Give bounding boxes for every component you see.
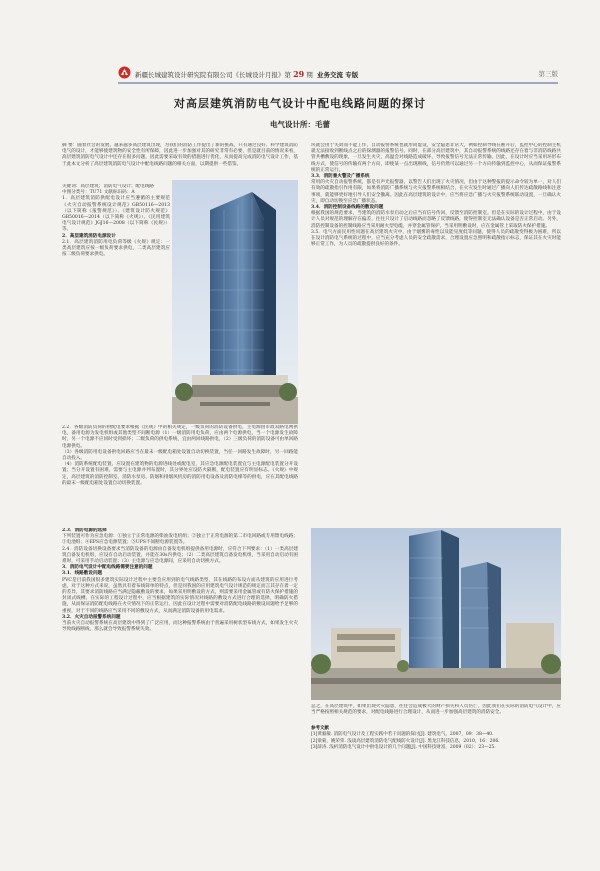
right-para-1: 3.3．消防兼火警及广播系统 bbox=[311, 174, 370, 180]
left-lower-2: 2.4．消防设备切换设备要求当消防设备的电源由自备发电机组提供备用电源时，应符合下列要求：（1）一类高层建筑自备发电机组，应设有自动启动装置，并能在30s内供电；（2）二类高层建筑自备发电机组，当采用自动启动有困难时，可采用手动启动装置；（3）主电源与应急电源间，应采用自动切换方式。 bbox=[62, 546, 298, 565]
abstract-text: 摘 要：随着社会的发展，越来越多高层建筑出现，为我们的消防工作提出了新的挑战，只有通过良好、科学建筑消防电气的设计，才能够使建筑物的安全性有所保障，因此进一步加强对其的研究非常有必要，但是就目前的情况来看，高层建筑消防电气设计中还存在很多问题，因此需要采取有效的措施进行优化，从而提高完成消防电气设计工作，基于此本文分析了高层建筑消防电气设计中配电线路问题的相关方面，以期提供一些借鉴。 bbox=[62, 143, 298, 167]
left-lower-3: 3．消防电气设计中配电线路需要注意的问题 bbox=[62, 565, 153, 571]
right-lower-column bbox=[311, 704, 561, 716]
keywords: 关键词：高层建筑；消防电气设计；配电线路 bbox=[62, 184, 154, 189]
left-para-4: （3）各级消防用电设备供电回路应当在最末一级配电箱处设置自动切换装置，当任一回路发生故障时，另一回路能自动投入。 bbox=[62, 449, 298, 462]
right-para-4: 根据我国的规范要求，当建筑的消防水泵启动之后应当有信号传回，反馈至消防控制室。但是在实际的设计过程中，由于设计人员对规范的理解存在偏差，往往只设计了启动线路而忽略了反馈线路，使得控制室无法确认设备是否正常启动。另外，消防控制设备的控制线路应当采用耐火型电缆，并穿金属管保护，当采用明敷设时，应在金属管上采取防火保护措施。 bbox=[311, 211, 561, 229]
left-lower-column bbox=[62, 528, 298, 828]
left-lower-1: 下列装置可作为应急电源：①独立于正常电源的柴油发电机组；②独立于正常电源的第二市电回路或专用馈电线路；③电池组；④EPS应急电源装置；⑤UPS不间断电源装置等。 bbox=[62, 534, 298, 546]
left-para-5: （4）消防系统配电装置，应设置在建筑物的电源进线处或配电室，其应急电源配电装置宜与主电源配电装置分开设置；当分开设置有困难，需要与主电源并列布置时，其分界处应设防火隔断，配电装置应有明显标志。《火规》中规定，高层建筑的消防控制室、消防水泵房、防烟和排烟风机房的消防用电设备及消防电梯等的供电，应在其配电线路的最末一级配电箱处设置自动切换装置。 bbox=[62, 462, 298, 486]
left-lower-5: PVC是目前我国很多建筑实际设计过程中主要会应用到的电气线路类型，其在线路的布设方面从建筑的应用进行考虑，对于这种方式来说，虽然具有着布线简单的特点，但是同我国的应用建筑电气设计规范的规定而言其存在着一定的差异，其要求消防线路应当满足隐蔽敷设的要求，如果采用明敷设的方式，则需要采用金属管或有防火保护措施的封闭式线槽。在实际的工程设计过程中，应当根据建筑的实际情况对线路的敷设方式进行合理的选择，明确防火措施，从而保证消防配电线路在火灾情况下的正常运行，因此在设计过程中需要对消防配电线路的敷设问题给予足够的重视，对于不同的线路应当采用不同的敷设方式，从而满足消防设备的用电需求。 bbox=[62, 577, 298, 614]
left-para-3: 2.2．各级消防负荷的供配电要求根据《民规》中的相关规定，一级负荷的消防设备供电，主电源由市政双路电网供电，备用电源为发电机组或其他类型不间断电源（1）一级消防用电负荷，应由两个电源供电，当一个电源发生故障时，另一个电源不应同时受到损坏；二级负荷的供电系统，宜由两回线路供电，（2）三级负荷的消防设备可由单回路电源供电。 bbox=[62, 425, 298, 449]
article-author: 电气设计所：毛蕾 bbox=[270, 120, 330, 129]
left-mid-column bbox=[62, 425, 298, 525]
header-issue-suffix: 期 bbox=[306, 71, 313, 79]
left-lower-0: 2.3．消防电源的选择 bbox=[62, 528, 107, 533]
abstract bbox=[62, 143, 298, 183]
left-para-1: 2．高层建筑消防电源设计 bbox=[62, 233, 116, 239]
right-upper-column bbox=[311, 143, 561, 523]
publisher-logo-icon bbox=[118, 66, 131, 79]
page-label: 第三版 bbox=[538, 70, 558, 78]
left-para-2: 2.1．高层建筑消防用电负荷等级《火规》规定：一类高层建筑应按一级负荷要求供电，二类高层建筑应按二级负荷要求供电。 bbox=[62, 239, 170, 258]
reference-item: [2]梁菊，姚荣荣. 浅谈高层建筑消防电气配线防火设计[J]. 黑龙江科技信息，2010，16：206. bbox=[311, 738, 500, 744]
header-issue-number: 29 bbox=[293, 69, 305, 79]
running-header bbox=[118, 66, 558, 82]
reference-item: [1]黄毅敏. 消防电气设计及工程实践中若干问题的探讨[J]. 建筑电气，2007，09：38—40. bbox=[311, 732, 494, 738]
right-lower-0: 总之，在高层建筑中，如果出现火灾隐患，往往会造成极大的财产损失和人员伤亡，因此我们在实际的消防电气设计中，应当严格按照相关规范的要求，对配电线路进行合理设计，从而进一步加强高层建筑的消防安全。 bbox=[311, 704, 561, 716]
header-publisher: 新疆长城建筑设计研究院有限公司《长城设计月报》第 bbox=[135, 71, 291, 79]
right-para-5: 3.5．电气方面民用性问题在高层建筑火灾中，由于烟雾的毒性以及能见度低等问题，使得人员的疏散变得极为困难，所以在设计消防电气系统的过程中，应当充分考虑人员的安全疏散需求，合理设置应急照明和疏散指示标志，保证其在火灾时能够正常工作，为人员的疏散提供良好的条件。 bbox=[311, 229, 561, 248]
tower-illustration-1 bbox=[172, 180, 298, 424]
article-title: 对高层建筑消防电气设计中配电线路问题的探讨 bbox=[174, 97, 426, 110]
reference-item: [3]薛涛. 浅析消防电气设计中供电设计的几个问题[J]. 中国科技财富，2009（02）：23—25. bbox=[311, 744, 496, 750]
classification: 中图分类号：TU71 文献标识码：A bbox=[62, 190, 135, 196]
right-para-3: 3.4．消防控制设备线路的敷设问题 bbox=[311, 205, 384, 211]
left-lower-7: 当前火灾自动报警系统在高层建筑中得到了广泛应用，而这种报警系统由于普遍采用树状型布线方式，如果发生火灾导致线路断线，那么就会导致报警系统失效。 bbox=[62, 621, 298, 633]
header-rule bbox=[118, 82, 558, 84]
left-para-0: 1．高层建筑消防供配电设计应当遵循的主要规范《火灾自动报警系统设计规范》GB50116—2013（以下简称《报警规范》）、《建筑设计防火规范》GB50016—2014（以下简称《火规》）、《民用建筑电气设计规范》JGJ16—2008（以下简称《民规》）等。 bbox=[62, 196, 170, 233]
header-text bbox=[135, 69, 358, 79]
header-column: 业务交流 专版 bbox=[316, 71, 359, 79]
references-heading: 参考文献 bbox=[311, 726, 329, 731]
tower-illustration-2 bbox=[311, 528, 561, 700]
right-para-2: 常用的火灾自动报警系统，都是有声光报警器，以警告人们出现了火灾情况，但由于这种警报的提示命令较为单一，对人们有效的疏散指引作用有限，如果将消防广播系统与火灾报警系统相结合，在火灾发生时通过广播向人们传达疏散路线和注意事项，就能够更好地引导人们安全撤离。因此在高层建筑的设计中，应当将应急广播与火灾报警系统联动设置，一旦确认火灾，即自动切换至应急广播状态。 bbox=[311, 180, 561, 204]
left-upper-column bbox=[62, 184, 170, 424]
references bbox=[311, 726, 561, 751]
left-lower-6: 3.2．火灾自动报警系统问题 bbox=[62, 614, 121, 620]
left-lower-4: 3.1．线路敷设问题 bbox=[62, 571, 103, 577]
right-para-0: 块就会由于失效而不能工作，自动报警系统也就形同虚设，安全隐患非常大，例如控制导线在断开后，监控中心的控制主机就无法接收到断线点之后的探测器的报警信号。同时，在部分高层建筑中，其自动报警系统的线路还存在着与非消防线路共管共槽敷设的现象，一旦发生火灾，高温会对线路造成破坏，导致报警信号无法正常传输。因此，在设计时应当采用环形布线方式，使信号的传输有两个方向，即使某一点出现断线，信号仍然可以通过另一个方向传输到监控中心，从而保证报警系统的正常运行。 bbox=[311, 143, 561, 173]
